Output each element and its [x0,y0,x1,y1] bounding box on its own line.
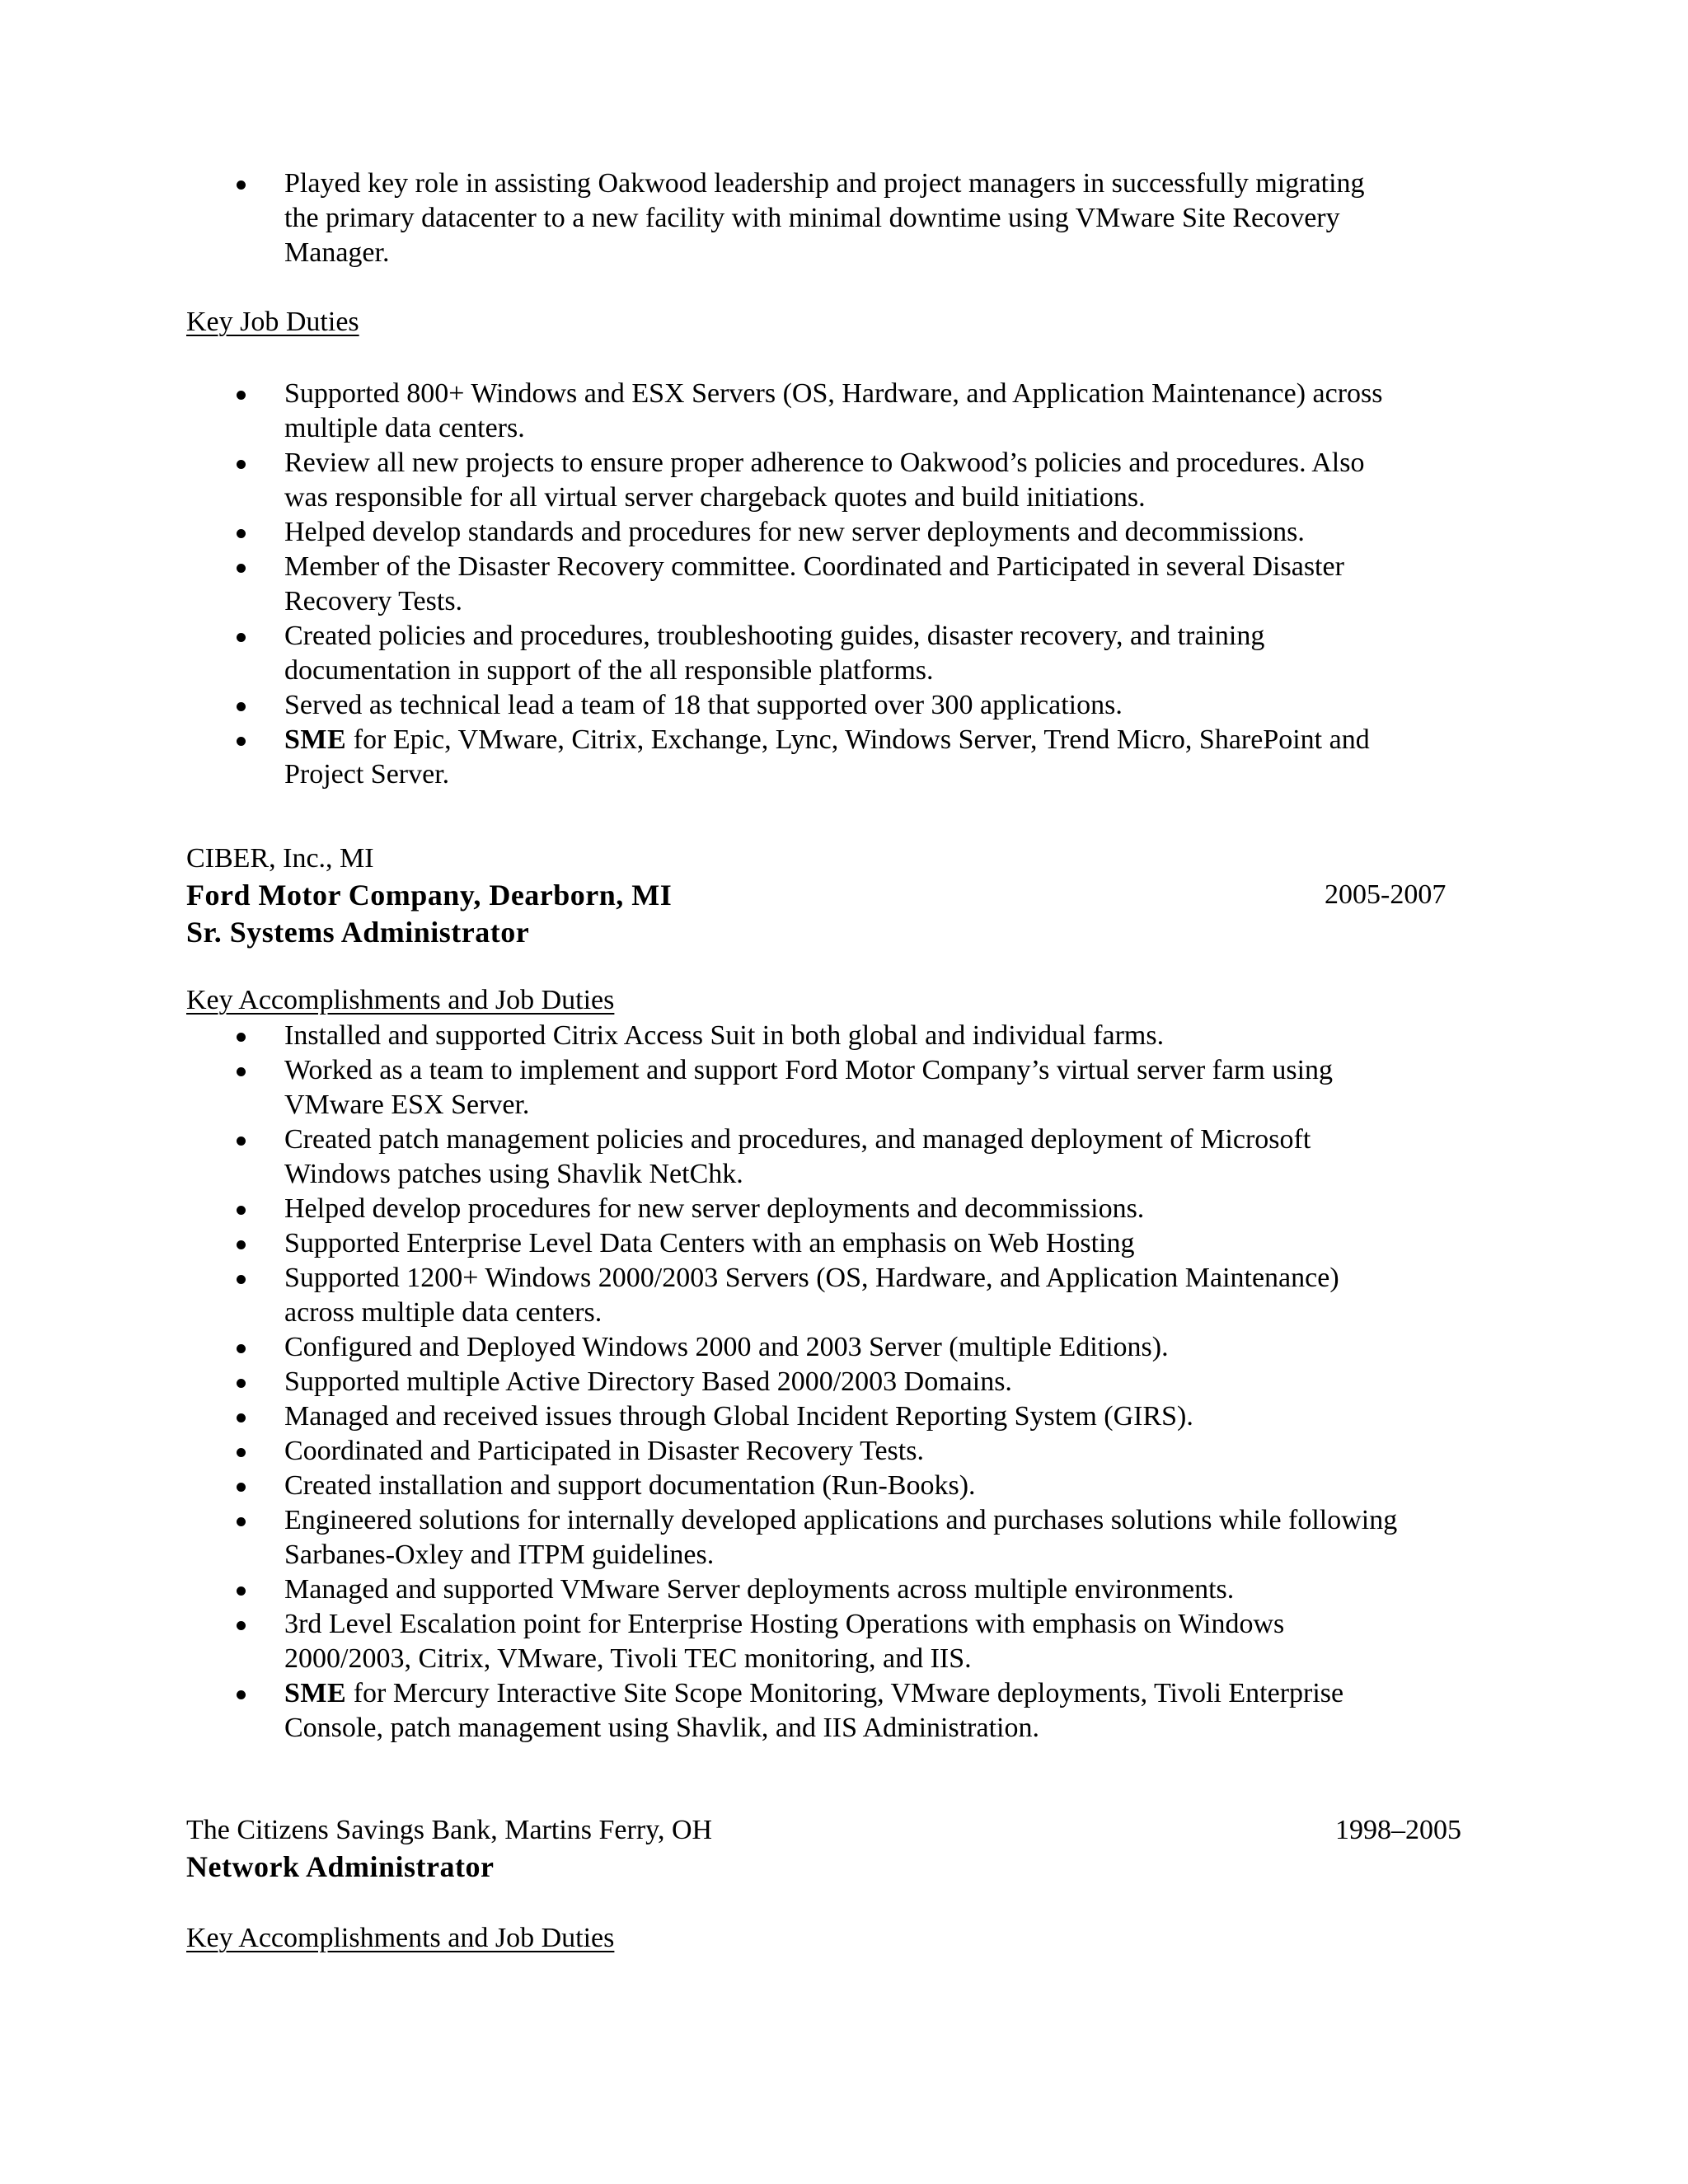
list-item [0,1330,1484,1365]
list-item [0,1122,1484,1192]
bullet-icon [237,1240,246,1249]
list-item-line: Supported Enterprise Level Data Centers with an emphasis on Web Hosting [284,1228,1135,1258]
list-item-line: Played key role in assisting Oakwood leadership and project managers in successfully migrating [284,168,1365,199]
list-item-line: Windows patches using Shavlik NetChk. [284,1159,743,1189]
bullet-icon [237,180,246,190]
list-item [0,1399,1484,1434]
list-item [0,1676,1484,1746]
list-item [0,1226,1484,1261]
list-item-line: Helped develop procedures for new server deployments and decommissions. [284,1193,1145,1224]
list-item [0,1019,1484,1053]
list-item [0,619,1484,688]
bullet-icon [237,1586,246,1596]
list-item [0,515,1484,550]
list-item-line: Member of the Disaster Recovery committee. Coordinated and Participated in several Disaster [284,551,1344,582]
ciber-job-title: Sr. Systems Administrator [186,916,530,949]
list-item-line: Project Server. [284,759,450,790]
list-item-line: Served as technical lead a team of 18 that supported over 300 applications. [284,690,1123,720]
list-item-line: Coordinated and Participated in Disaster Recovery Tests. [284,1436,924,1466]
list-item-line: Created installation and support documentation (Run-Books). [284,1470,976,1501]
oakwood-duties-list [0,377,1484,792]
citizens-duties-heading: Key Accomplishments and Job Duties [186,1923,615,1953]
oakwood-duties-heading: Key Job Duties [186,307,359,337]
ciber-client: Ford Motor Company, Dearborn, MI [186,879,673,912]
ciber-dates: 2005-2007 [1325,879,1447,910]
list-item-line: Managed and received issues through Global Incident Reporting System (GIRS). [284,1401,1193,1432]
list-item [0,166,1484,270]
list-item-line: Review all new projects to ensure proper adherence to Oakwood’s policies and procedures. Also [284,448,1365,478]
bullet-icon [237,737,246,746]
intro-bullet-list [0,166,1484,270]
list-item-line: Configured and Deployed Windows 2000 and 2003 Server (multiple Editions). [284,1332,1169,1362]
list-item [0,1572,1484,1607]
list-item [0,1053,1484,1122]
list-item [0,550,1484,619]
list-item-line: Sarbanes-Oxley and ITPM guidelines. [284,1540,715,1570]
list-item [0,1434,1484,1469]
list-item [0,1192,1484,1226]
bullet-icon [237,1275,246,1284]
list-item-line: multiple data centers. [284,413,525,443]
bullet-icon [237,1517,246,1526]
list-item [0,446,1484,515]
list-item [0,688,1484,723]
bullet-icon [237,1033,246,1042]
bullet-icon [237,1413,246,1422]
list-item-line: Helped develop standards and procedures for new server deployments and decommissions. [284,517,1305,547]
citizens-dates: 1998–2005 [1335,1815,1461,1845]
list-item-line: Managed and supported VMware Server deployments across multiple environments. [284,1574,1235,1605]
list-item [0,1365,1484,1399]
list-item-line: the primary datacenter to a new facility with minimal downtime using VMware Site Recovery [284,203,1340,233]
bullet-icon [237,1690,246,1699]
list-item-line: Supported 800+ Windows and ESX Servers (OS, Hardware, and Application Maintenance) across [284,378,1383,409]
bullet-icon [237,529,246,538]
bullet-icon [237,633,246,642]
citizens-employer: The Citizens Savings Bank, Martins Ferry, OH [186,1815,713,1845]
list-item-line: Worked as a team to implement and support Ford Motor Company’s virtual server farm using [284,1055,1334,1085]
list-item [0,723,1484,792]
bullet-icon [237,1137,246,1146]
bullet-icon [237,1448,246,1457]
list-item-line: Supported 1200+ Windows 2000/2003 Servers (OS, Hardware, and Application Maintenance) [284,1263,1339,1293]
list-item-line: VMware ESX Server. [284,1090,530,1120]
bullet-icon [237,460,246,469]
list-item-line: SME for Epic, VMware, Citrix, Exchange, Lync, Windows Server, Trend Micro, SharePoint and [284,724,1370,755]
bullet-icon [237,564,246,573]
list-item-line: Supported multiple Active Directory Based 2000/2003 Domains. [284,1366,1012,1397]
sme-label: SME [284,724,347,755]
list-item-line: Console, patch management using Shavlik, and IIS Administration. [284,1713,1039,1743]
list-item-line: Installed and supported Citrix Access Suit in both global and individual farms. [284,1020,1165,1051]
list-item-line: 3rd Level Escalation point for Enterprise Hosting Operations with emphasis on Windows [284,1609,1285,1639]
list-item [0,1469,1484,1503]
list-item [0,1503,1484,1572]
sme-label: SME [284,1678,347,1708]
list-item-line: SME for Mercury Interactive Site Scope Monitoring, VMware deployments, Tivoli Enterprise [284,1678,1344,1708]
bullet-icon [237,1379,246,1388]
list-item-line: 2000/2003, Citrix, VMware, Tivoli TEC monitoring, and IIS. [284,1643,972,1674]
bullet-icon [237,702,246,711]
ciber-duties-list [0,1019,1484,1746]
list-item-line: across multiple data centers. [284,1297,603,1328]
list-item-line: was responsible for all virtual server chargeback quotes and build initiations. [284,482,1146,513]
bullet-icon [237,1483,246,1492]
list-item [0,1261,1484,1330]
ciber-employer: CIBER, Inc., MI [186,843,374,874]
citizens-job-title: Network Administrator [186,1850,495,1883]
list-item-line: documentation in support of the all responsible platforms. [284,655,934,686]
bullet-icon [237,1621,246,1630]
list-item-line: Recovery Tests. [284,586,463,616]
list-item [0,1607,1484,1676]
list-item-line: Manager. [284,237,390,268]
list-item-line: Created patch management policies and procedures, and managed deployment of Microsoft [284,1124,1311,1155]
ciber-duties-heading: Key Accomplishments and Job Duties [186,985,615,1015]
bullet-icon [237,1067,246,1076]
bullet-icon [237,1344,246,1353]
bullet-icon [237,391,246,400]
list-item [0,377,1484,446]
list-item-line: Created policies and procedures, troubleshooting guides, disaster recovery, and training [284,621,1265,651]
list-item-line: Engineered solutions for internally developed applications and purchases solutions while following [284,1505,1398,1535]
bullet-icon [237,1206,246,1215]
